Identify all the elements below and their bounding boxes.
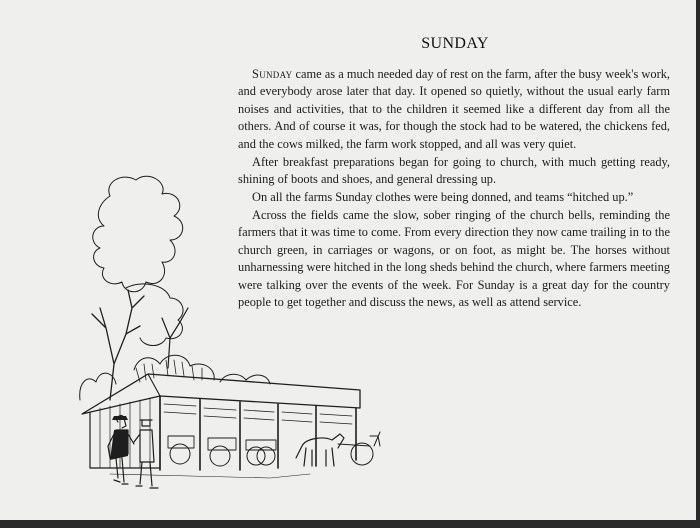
church-shed-illustration xyxy=(70,168,400,498)
man-right xyxy=(134,420,158,488)
shed-roof xyxy=(82,374,360,414)
tree-foliage xyxy=(93,176,183,291)
tree-foliage-lower xyxy=(126,284,183,346)
paragraph-1 xyxy=(238,66,670,153)
shrubs xyxy=(80,355,270,400)
paragraph-4: Across the fields came the slow, sober ringing of the church bells, reminding the farmers that it was time to come. From every direction they now came trailing in to the church green, in carriages or wagons, or on foot, as might be. The horses without unharnessing were hitched in the long sheds behind the church, where farmers meeting were talking over the events of the week. For Sunday is a great day for the country people to get together and discuss the news, as well as attend service. xyxy=(238,208,670,310)
tree-trunk xyxy=(92,290,144,400)
carriage-wheel xyxy=(170,444,190,464)
paragraph-1-text: came as a much needed day of rest on the farm, after the busy week's work, and everybody arose later that day. It opened so quietly, without the usual early farm noises and activities, that to the children it seemed like a different day from all the others. And of course it was, for though the stock had to be watered, the chickens fed, and the cows milked, the farm work stopped, and all was very quiet. xyxy=(238,67,670,151)
man-left-hat xyxy=(112,416,128,420)
shed-interior-shading xyxy=(164,404,352,424)
horse xyxy=(296,434,344,466)
paragraph-2: After breakfast preparations began for going to church, with much getting ready, shining of boots and shoes, and general dressing up. xyxy=(238,154,670,187)
page-title: SUNDAY xyxy=(421,35,489,52)
shrub-hatching xyxy=(136,360,202,382)
paragraph-lead-word: Sunday xyxy=(252,67,293,81)
man-left-coat xyxy=(110,430,128,460)
paragraph-3: On all the farms Sunday clothes were being donned, and teams “hitched up.” xyxy=(252,190,634,205)
carriage-wheel xyxy=(210,446,230,466)
